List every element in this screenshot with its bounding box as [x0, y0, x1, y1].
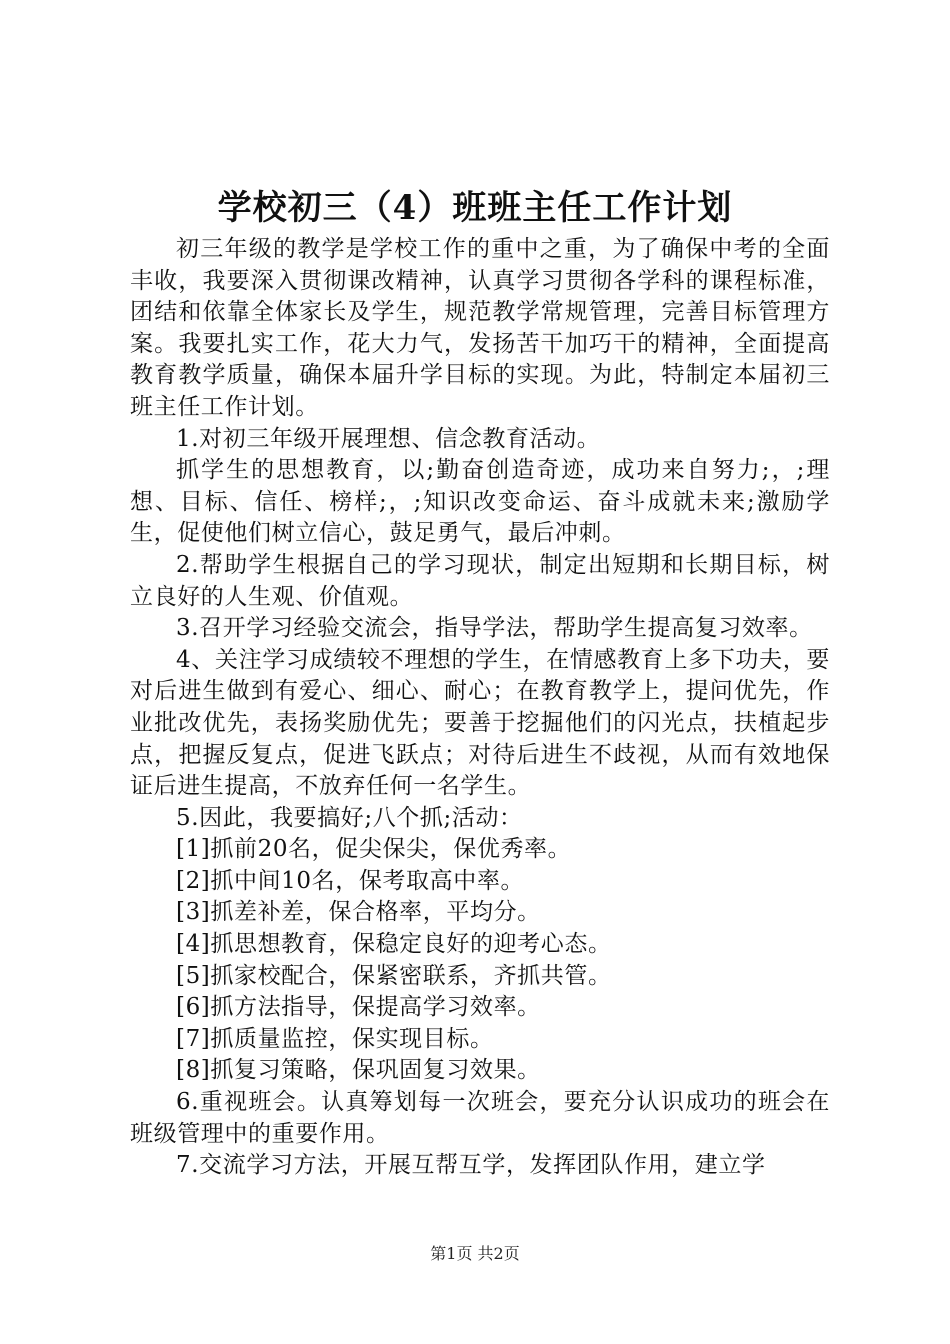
list-item: [6]抓方法指导，保提高学习效率。	[176, 994, 541, 1021]
list-item: [5]抓家校配合，保紧密联系，齐抓共管。	[176, 962, 612, 989]
list-item: [3]抓差补差，保合格率，平均分。	[176, 899, 541, 926]
page-footer: 第1页 共2页	[430, 1244, 520, 1263]
paragraph: 6.重视班会。认真筹划每一次班会，要充分认识成功的班会在班级管理中的重要作用。	[130, 1089, 830, 1147]
paragraph: 抓学生的思想教育，以;勤奋创造奇迹，成功来自努力;，;理想、目标、信任、榜样;，;知识改变命运、奋斗成就未来;激励学生，促使他们树立信心，鼓足勇气，最后冲刺。	[130, 457, 830, 547]
paragraph: 5.因此，我要搞好;八个抓;活动：	[176, 804, 523, 831]
list-item: [2]抓中间10名，保考取高中率。	[176, 867, 525, 894]
document-title: 学校初三（4）班班主任工作计划	[217, 188, 733, 228]
paragraph: 1.对初三年级开展理想、信念教育活动。	[176, 425, 601, 452]
paragraph: 3.召开学习经验交流会，指导学法，帮助学生提高复习效率。	[176, 615, 813, 642]
list-item: [4]抓思想教育，保稳定良好的迎考心态。	[176, 931, 612, 958]
paragraph: 7.交流学习方法，开展互帮互学，发挥团队作用，建立学	[176, 1152, 766, 1179]
paragraph: 4、关注学习成绩较不理想的学生，在情感教育上多下功夫，要对后进生做到有爱心、细心、耐心；在教育教学上，提问优先，作业批改优先，表扬奖励优先；要善于挖掘他们的闪光点，扶植起步点，把握反复点，促进飞跃点；对待后进生不歧视，从而有效地保证后进生提高，不放弃任何一名学生。	[130, 646, 830, 800]
list-item: [8]抓复习策略，保巩固复习效果。	[176, 1057, 541, 1084]
document-body	[130, 234, 830, 1182]
paragraph: 初三年级的教学是学校工作的重中之重，为了确保中考的全面丰收，我要深入贯彻课改精神，认真学习贯彻各学科的课程标准，团结和依靠全体家长及学生，规范教学常规管理，完善目标管理方案。我要扎实工作，花大力气，发扬苦干加巧干的精神，全面提高教育教学质量，确保本届升学目标的实现。为此，特制定本届初三班主任工作计划。	[130, 236, 830, 420]
list-item: [1]抓前20名，促尖保尖，保优秀率。	[176, 836, 572, 863]
paragraph: 2.帮助学生根据自己的学习现状，制定出短期和长期目标，树立良好的人生观、价值观。	[130, 551, 830, 610]
list-item: [7]抓质量监控，保实现目标。	[176, 1025, 494, 1052]
